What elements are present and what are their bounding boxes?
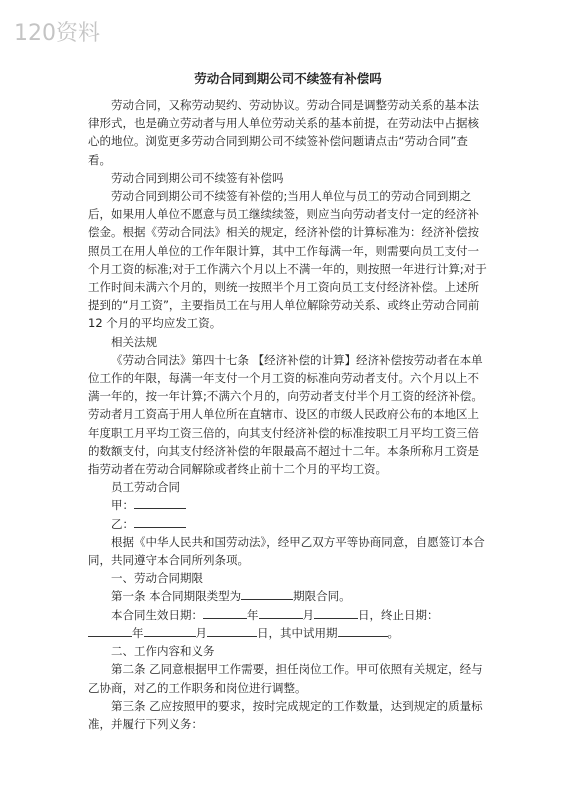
article-one-text: 第一条 本合同期限类型为 — [111, 589, 242, 604]
effective-date-label: 本合同生效日期： — [111, 607, 203, 622]
law-article-paragraph: 《劳动合同法》第四十七条 【经济补偿的计算】经济补偿按劳动者在本单位工作的年限，每满一年支付一个月工资的标准向劳动者支付。六个月以上不满一年的，按一年计算;不满六个月的，向劳动者支付半个月工资的经济补偿。劳动者月工资高于用人单位所在直辖市、设区的市级人民政府公布的本地区上年度职工月平均工资三倍的，向其支付经济补偿的标准按职工月平均工资三倍的数额支付，向其支付经济补偿的年限最高不超过十二年。本条所称月工资是指劳动者在劳动合同解除或者终止前十二个月的平均工资。 — [88, 352, 483, 477]
section-two-heading: 二、工作内容和义务 — [111, 644, 215, 659]
start-day-blank — [314, 606, 358, 619]
section-heading: 劳动合同到期公司不续签有补偿吗 — [111, 170, 284, 185]
article-one-line — [88, 587, 488, 605]
article-three-paragraph: 第三条 乙应按照甲的要求，按时完成规定的工作数量，达到规定的质量标准，并履行下列义务： — [88, 698, 483, 731]
end-date-line — [88, 624, 488, 642]
article-two-paragraph: 第二条 乙同意根据甲工作需要，担任岗位工作。甲可依照有关规定，经与乙协商，对乙的工作职务和岗位进行调整。 — [88, 662, 483, 695]
intro-paragraph: 劳动合同，又称劳动契约、劳动协议。劳动合同是调整劳动关系的基本法律形式，也是确立劳动者与用人单位劳动关系的基本前提，在劳动法中占据核心的地位。浏览更多劳动合同到期公司不续签补偿问题请点击“劳动合同”查看。 — [88, 98, 479, 167]
regulations-heading: 相关法规 — [111, 334, 157, 349]
year-label: 年 — [247, 607, 259, 622]
section-one-heading: 一、劳动合同期限 — [111, 571, 203, 586]
document-title: 劳动合同到期公司不续签有补偿吗 — [194, 71, 382, 86]
probation-blank — [338, 624, 388, 637]
party-a-line — [88, 496, 488, 514]
contract-type-blank — [241, 587, 293, 600]
end-date-label: 日，终止日期： — [358, 607, 439, 622]
start-month-blank — [259, 606, 303, 619]
agreement-paragraph: 根据《中华人民共和国劳动法》，经甲乙双方平等协商同意，自愿签订本合同，共同遵守本合同所列条项。 — [88, 534, 485, 568]
end-year-blank — [88, 624, 132, 637]
probation-label: 日，其中试用期 — [257, 625, 338, 640]
month-label: 月 — [302, 607, 314, 622]
end-day-blank — [207, 624, 257, 637]
answer-paragraph: 劳动合同到期公司不续签有补偿的;当用人单位与员工的劳动合同到期之后，如果用人单位不愿意与员工继续续签，则应当向劳动者支付一定的经济补偿金。根据《劳动合同法》相关的规定，经济补偿的计算标准为：经济补偿按照员工在用人单位的工作年限计算，其中工作每满一年，则需要向员工支付一个月工资的标准;对于工作满六个月以上不满一年的，则按照一年进行计算;对于工作时间未满六个月的，则统一按照半个月工资向员工支付经济补偿。上述所提到的“月工资”，主要指员工在与用人单位解除劳动关系、或终止劳动合同前 12 个月的平均应发工资。 — [88, 189, 487, 331]
year-label-2: 年 — [132, 625, 144, 640]
party-b-label: 乙： — [111, 516, 134, 531]
start-year-blank — [203, 606, 247, 619]
contract-heading: 员工劳动合同 — [111, 480, 180, 495]
document-body — [88, 96, 488, 733]
period-mark: 。 — [387, 625, 399, 640]
month-label-2: 月 — [195, 625, 207, 640]
party-b-blank — [134, 515, 186, 528]
effective-date-line — [88, 606, 488, 624]
end-month-blank — [144, 624, 196, 637]
party-b-line — [88, 515, 488, 533]
party-a-blank — [134, 496, 186, 509]
party-a-label: 甲： — [111, 498, 134, 513]
article-one-suffix: 期限合同。 — [293, 589, 351, 604]
watermark: 120资料 — [14, 21, 100, 46]
